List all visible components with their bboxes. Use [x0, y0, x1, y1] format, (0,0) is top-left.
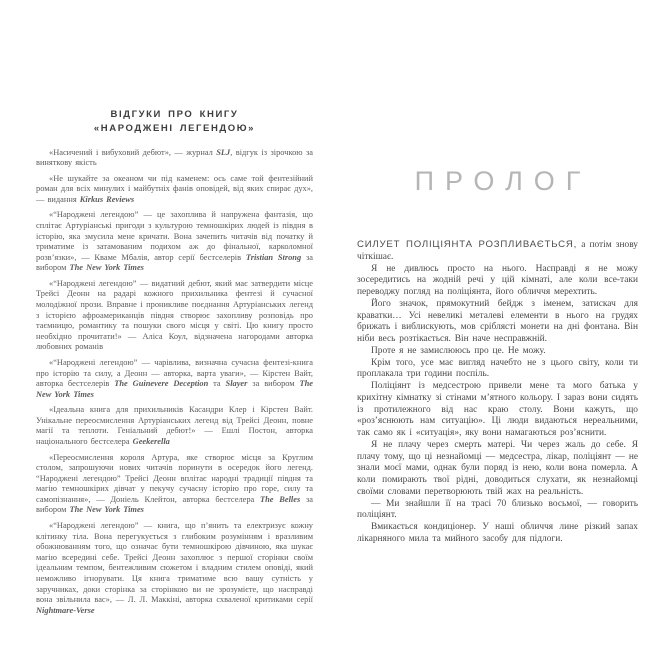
prologue-paragraph: [357, 440, 638, 499]
prologue-paragraph: [357, 499, 638, 523]
opening-smallcaps: СИЛУЕТ ПОЛІЦІЯНТА РОЗПЛИВАЄТЬСЯ,: [357, 239, 578, 250]
text-run: Його значок, прямокутний бейдж з іменем, затискач для краватки… Усі невеликі металеві елементи в нього на грудях брижать і виблискують, мов сріблясті монети на дні фонтана. Він ніби весь розтікається. Він наче несправжній.: [357, 298, 638, 344]
prologue-paragraph: [357, 239, 638, 264]
cited-title: The New York Times: [69, 505, 144, 515]
text-run: «“Народжені легендою” — чарівлива, визначна сучасна фентезі-книга про історію та силу, а Деонн — авторка, варта уваги», — Кірстен Вайт, авторка бестселерів: [36, 357, 313, 389]
cited-title: Kirkus Reviews: [79, 194, 135, 204]
text-run: «Ідеальна книга для прихильників Касандри Клер і Кірстен Вайт. Унікальне переосмислення Артуріанських легенд від Трейсі Деонн, повне магії та теплоти. Геніальний дебют!» — Ешлі Постон, авторка національного бестселера: [36, 405, 313, 446]
cited-title: Slayer: [225, 379, 248, 389]
text-run: , відгук із зірочкою за виняткову якість: [36, 147, 313, 168]
text-run: Вмикається кондиціонер. У наші обличчя лине різкий запах лікарняного мила та мийного засобу для підлоги.: [357, 522, 638, 544]
text-run: «“Народжені легендою” — книга, що п’янить та електризує кожну клітинку тіла. Вона перегукується з глибоким розумінням і вразливим обожнюванням того, що означає бути темношкірою дівчиною, яка шукає магію всередині себе. Трейсі Деонн захоплює з першої сторінки своїм ідеальним темпом, бентежливим сюжетом і владним стилем оповіді, який неможливо ігнорувати. Ця книга триматиме всю вашу сутність у заручниках, доки сторінка за сторінкою ви не зрозумієте, що насправді вона звільнила вас», — Л. Л. Маккіні, авторка схваленої критиками серії: [36, 521, 313, 605]
text-run: та: [208, 379, 226, 389]
text-run: за вибором: [36, 252, 313, 273]
reviews-list: [36, 148, 313, 617]
text-run: «“Народжені легендою” — це захоплива й напружена фантазія, що сплітає Артуріанські пригоди з культурою темношкірих людей із півдня в історію, яка змусила мене кричати. Вона зачепить читачів від початку й триматиме із затамованим подихом аж до фінальної, карколомної розв’язки», — Кваме Мбалія, автор серії бестселерів: [36, 210, 313, 262]
text-run: Проте я не замислююсь про це. Не можу.: [371, 345, 546, 356]
text-run: «Насичений і вибуховий дебют», — журнал: [49, 147, 217, 157]
prologue-paragraph: [357, 264, 638, 299]
prologue-paragraph: [357, 381, 638, 440]
text-run: Крім того, усе має вигляд начебто не з цього світу, коли ти проплакала три години поспіль.: [357, 357, 638, 380]
text-run: Я не плачу через смерть матері. Чи через жаль до себе. Я плачу тому, що ці незнайомці — медсестра, лікар, поліціянт — не знали моєї мами, однак були поряд із нею, коли вона померла. А коли помирають твої рідні, доводиться слухати, як незнайомці своїми словами перетворюють твій жах на реальність.: [357, 439, 638, 497]
cited-title: SLJ: [216, 147, 231, 157]
text-run: Поліціянт із медсестрою привели мене та мого батька у крихітну кімнатку зі стінами м’ятного кольору. І зараз вони сидять із протилежного від нас краю столу. Вони кажуть, що «роз’яснюють нам ситуацію». Ці люди видаються нереальними, так само як і «ситуація», яку вони намагаються роз’яснити.: [357, 381, 638, 438]
review-paragraph: [36, 453, 313, 516]
prologue-body: [357, 239, 638, 546]
review-paragraph: [36, 148, 313, 169]
text-run: «“Народжені легендою” — видатний дебют, який має затвердити місце Трейсі Деонн на радарі кожного прихильника фентезі й сучасної молодіжної прози. Вправне і проникливе поєднання Артуріанських легенд з історією афроамериканців півдня створює захопливу розповідь про таємницю, романтику та пошуки свого місця у світі. Цю книгу просто необхідно прочитати!» — Аліса Коул, відзначена нагородами авторка любовних романів: [36, 278, 313, 352]
text-run: «Переосмислення короля Артура, яке створює місця за Круглим столом, запрошуючи нових читачів поринути в осередок його легенд. “Народжені легендою” Трейсі Деонн вплітає народні традиції півдня та магію темношкірих дівчат у пекучу сучасну історію про горе, силу та самопізнання», — Доніель Клейтон, авторка бестселера: [36, 452, 313, 504]
text-run: — Ми знайшли її на трасі 70 близько восьмої, — говорить поліціянт.: [357, 498, 638, 521]
prologue-title: ПРОЛОГ: [414, 166, 592, 196]
cited-title: Geekerella: [132, 436, 170, 446]
text-run: Я не дивлюсь просто на нього. Насправді я не можу зосередитись на жодній речі у цій кімнаті, але коли все-таки переводжу погляд на поліціянта, його обличчя мерехтить.: [357, 263, 638, 297]
review-paragraph: [36, 279, 313, 353]
review-paragraph: [36, 210, 313, 273]
cited-title: Tristian Strong: [245, 252, 302, 262]
reviews-heading: [36, 108, 313, 136]
reviews-page: [36, 108, 313, 621]
text-run: за вибором: [36, 494, 313, 515]
prologue-paragraph: [357, 299, 638, 346]
cited-title: The Guinevere Deception: [114, 379, 209, 389]
review-paragraph: [36, 174, 313, 206]
cited-title: The New York Times: [36, 379, 313, 399]
prologue-paragraph: [357, 358, 638, 382]
review-paragraph: [36, 405, 313, 447]
text-run: за вибором: [247, 379, 300, 389]
cited-title: The New York Times: [69, 263, 144, 273]
cited-title: Nightmare-Verse: [36, 605, 95, 615]
text-run: а потім знову чіткішає.: [357, 240, 638, 262]
prologue-paragraph: [357, 346, 638, 358]
review-paragraph: [36, 521, 313, 616]
cited-title: The Belles: [260, 494, 301, 504]
reviews-heading-line1: ВІДГУКИ ПРО КНИГУ: [110, 109, 239, 120]
text-run: «Не шукайте за океаном чи під каменем: ось саме той фентезійний роман для всіх минулих і майбутніх фанів оповідей, від яких спирає дух», — видання: [36, 173, 313, 204]
reviews-heading-line2: «НАРОДЖЕНІ ЛЕГЕНДОЮ»: [93, 122, 256, 134]
prologue-paragraph: [357, 522, 638, 546]
review-paragraph: [36, 358, 313, 400]
